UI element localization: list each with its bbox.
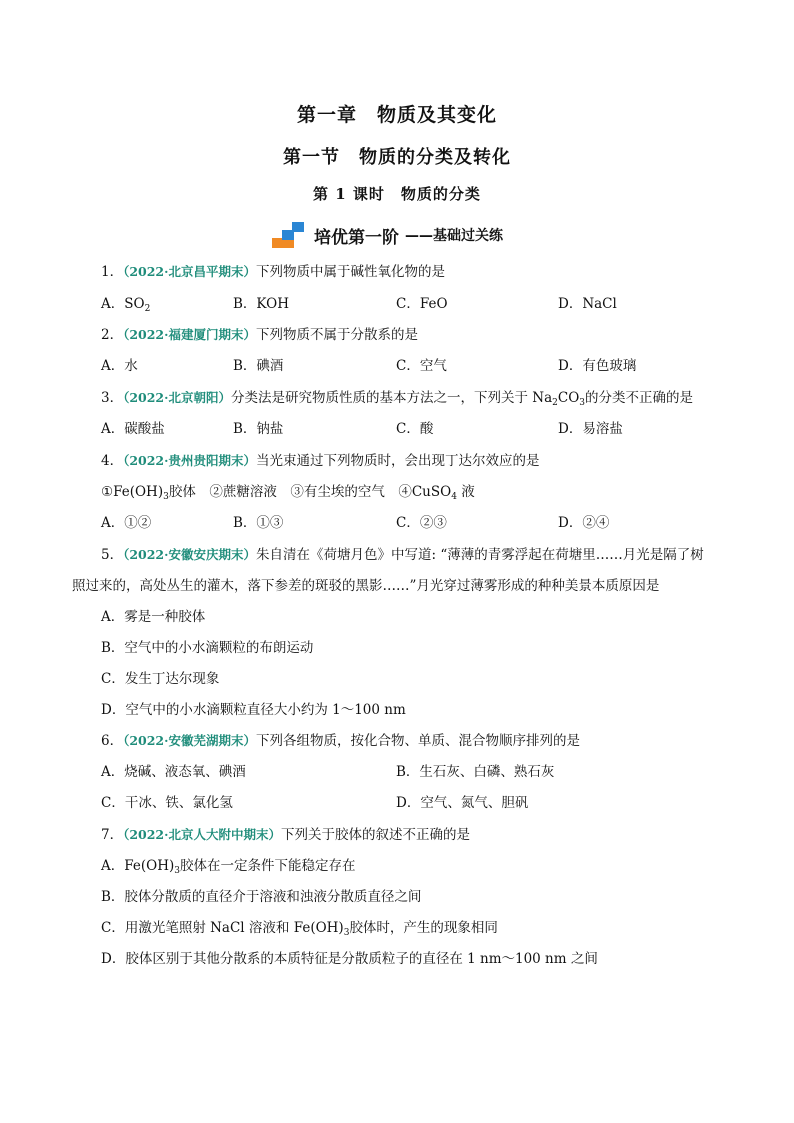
- question-3-stem: 3．（2022·北京朝阳）分类法是研究物质性质的基本方法之一，下列关于 $Na_2CO_3$的分类不正确的是: [101, 390, 694, 408]
- option-d: D．易溶盐: [558, 421, 623, 437]
- option-b: B．①③: [233, 515, 284, 531]
- question-source: （2022·北京朝阳）: [123, 390, 231, 405]
- option-d: D．空气中的小水滴颗粒直径大小约为 1～100 nm: [101, 702, 406, 718]
- option-c: C．空气: [396, 358, 447, 374]
- option-a: A．烧碱、液态氧、碘酒: [101, 764, 246, 780]
- level-banner: [272, 220, 503, 250]
- question-4-items: $①Fe(OH)_3$胶体 ②蔗糖溶液 ③有尘埃的空气 ④CuSO$_4$ 液: [101, 484, 475, 502]
- option-d: D．②④: [558, 515, 610, 531]
- option-d: D．有色玻璃: [558, 358, 637, 374]
- option-a: A．碳酸盐: [101, 421, 165, 437]
- question-number: 1．: [101, 264, 124, 280]
- section-title: 第一节 物质的分类及转化: [283, 147, 511, 168]
- option-a: A．$Fe(OH)_3$胶体在一定条件下能稳定存在: [101, 858, 356, 876]
- question-2-stem: 2．（2022·福建厦门期末）下列物质不属于分散系的是: [101, 327, 418, 343]
- question-text: 下列物质中属于碱性氧化物的是: [256, 264, 445, 280]
- question-source: （2022·安徽安庆期末）: [123, 547, 256, 562]
- question-5-stem-continued: 照过来的，高处丛生的灌木，落下参差的斑驳的黑影……”月光穿过薄雾形成的种种美景本质原因是: [72, 578, 660, 594]
- option-b: B．空气中的小水滴颗粒的布朗运动: [101, 640, 314, 656]
- option-a: A．$SO_2$: [101, 296, 151, 314]
- option-b: B．钠盐: [233, 421, 284, 437]
- question-source: （2022·北京人大附中期末）: [123, 827, 281, 842]
- question-source: （2022·贵州贵阳期末）: [123, 453, 256, 468]
- question-source: （2022·安徽芜湖期末）: [123, 733, 256, 748]
- option-c: C．酸: [396, 421, 434, 437]
- option-b: B．生石灰、白磷、熟石灰: [396, 764, 555, 780]
- option-c: C．干冰、铁、氯化氢: [101, 795, 233, 811]
- question-6-stem: 6．（2022·安徽芜湖期末）下列各组物质，按化合物、单质、混合物顺序排列的是: [101, 733, 580, 749]
- option-c: C．②③: [396, 515, 447, 531]
- option-a: A．①②: [101, 515, 152, 531]
- option-d: D．胶体区别于其他分散系的本质特征是分散质粒子的直径在 1 nm～100 nm 之间: [101, 951, 598, 967]
- option-c: C．FeO: [396, 296, 448, 312]
- stairs-icon: [272, 220, 308, 250]
- option-c: C．发生丁达尔现象: [101, 671, 220, 687]
- question-7-stem: 7．（2022·北京人大附中期末）下列关于胶体的叙述不正确的是: [101, 827, 470, 843]
- question-source: （2022·北京昌平期末）: [123, 264, 256, 279]
- question-1-stem: [101, 262, 445, 282]
- option-b: B．KOH: [233, 296, 289, 312]
- option-c: C．用激光笔照射 NaCl 溶液和 $Fe(OH)_3$胶体时，产生的现象相同: [101, 920, 498, 938]
- chapter-title: 第一章 物质及其变化: [296, 104, 497, 126]
- option-b: B．碘酒: [233, 358, 284, 374]
- option-d: D．NaCl: [558, 296, 617, 312]
- question-4-stem: 4．（2022·贵州贵阳期末）当光束通过下列物质时，会出现丁达尔效应的是: [101, 453, 540, 469]
- option-b: B．胶体分散质的直径介于溶液和浊液分散质直径之间: [101, 889, 422, 905]
- banner-title: 培优第一阶: [314, 227, 399, 248]
- option-a: A．水: [101, 358, 138, 374]
- question-5-stem: 5．（2022·安徽安庆期末）朱自清在《荷塘月色》中写道: “薄薄的青雾浮起在荷塘里……月光是隔了树: [101, 547, 704, 563]
- question-source: （2022·福建厦门期末）: [123, 327, 256, 342]
- option-a: A．雾是一种胶体: [101, 609, 206, 625]
- banner-subtitle: ——基础过关练: [405, 228, 503, 244]
- lesson-title: 第 1 课时 物质的分类: [313, 185, 481, 203]
- option-d: D．空气、氮气、胆矾: [396, 795, 529, 811]
